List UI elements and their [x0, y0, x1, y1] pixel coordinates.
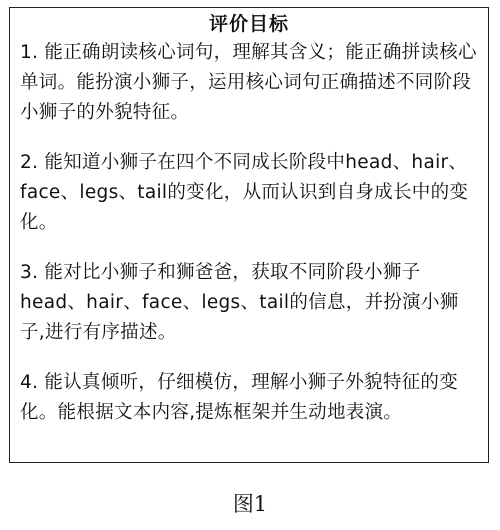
goal-item-3: 3. 能对比小狮子和狮爸爸，获取不同阶段小狮子head、hair、face、legs、tail的信息，并扮演小狮子,进行有序描述。 — [20, 262, 459, 343]
box-title: 评价目标 — [208, 13, 289, 35]
evaluation-goals-box — [9, 7, 489, 463]
goal-item-4: 4. 能认真倾听，仔细模仿，理解小狮子外貌特征的变化。能根据文本内容,提炼框架并生动地表演。 — [20, 372, 459, 423]
figure-caption: 图1 — [232, 492, 268, 516]
goal-item-2: 2. 能知道小狮子在四个不同成长阶段中head、hair、face、legs、tail的变化，从而认识到自身成长中的变化。 — [20, 152, 469, 233]
goal-item-1: 1. 能正确朗读核心词句，理解其含义；能正确拼读核心单词。能扮演小狮子，运用核心词句正确描述不同阶段小狮子的外貌特征。 — [20, 42, 477, 123]
